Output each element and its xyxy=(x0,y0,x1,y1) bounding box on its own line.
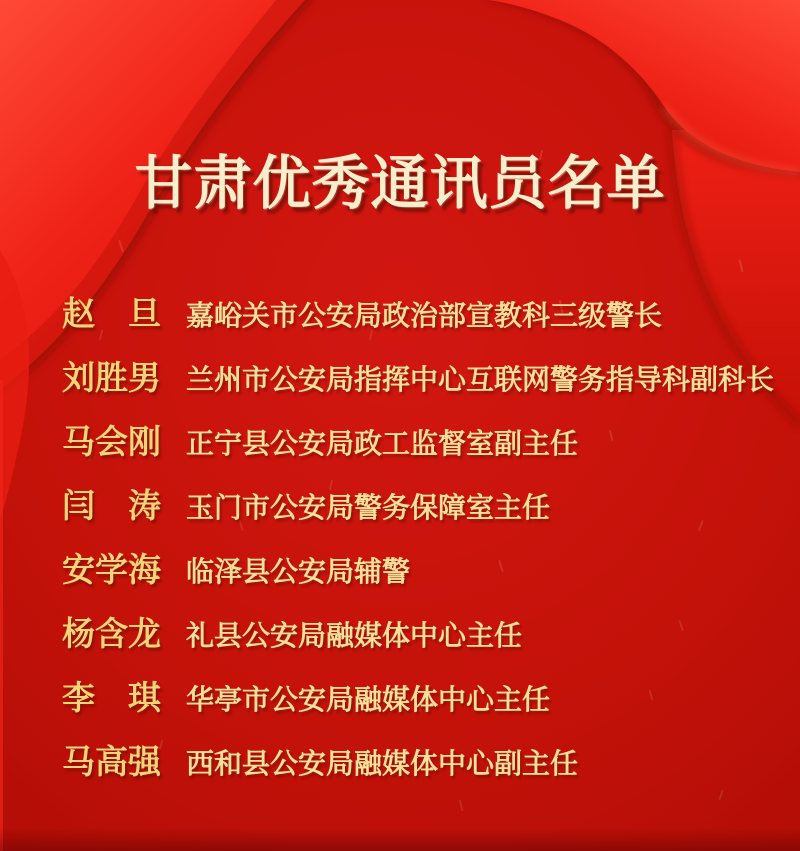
person-name: 杨含龙 xyxy=(62,617,161,653)
person-role: 正宁县公安局政工监督室副主任 xyxy=(186,429,579,460)
person-name: 刘胜男 xyxy=(62,361,161,397)
person-role: 兰州市公安局指挥中心互联网警务指导科副科长 xyxy=(186,365,775,396)
person-role: 临泽县公安局辅警 xyxy=(186,557,411,588)
person-role: 西和县公安局融媒体中心副主任 xyxy=(186,749,579,780)
person-name: 安学海 xyxy=(62,553,161,589)
list-item xyxy=(62,608,780,672)
person-name: 马高强 xyxy=(62,745,161,781)
person-name: 赵 旦 xyxy=(62,297,161,333)
list-item xyxy=(62,352,780,416)
list-item xyxy=(62,416,780,480)
list-item xyxy=(62,736,780,800)
person-name: 马会刚 xyxy=(62,425,161,461)
person-role: 华亭市公安局融媒体中心主任 xyxy=(186,685,551,716)
person-role: 玉门市公安局警务保障室主任 xyxy=(186,493,551,524)
person-name: 李 琪 xyxy=(62,681,161,717)
list-item xyxy=(62,544,780,608)
honoree-list xyxy=(62,288,780,800)
list-item xyxy=(62,672,780,736)
page-title: 甘肃优秀通讯员名单 xyxy=(134,151,666,216)
person-role: 嘉峪关市公安局政治部宣教科三级警长 xyxy=(186,301,663,332)
person-name: 闫 涛 xyxy=(62,489,161,525)
list-item xyxy=(62,288,780,352)
list-item xyxy=(62,480,780,544)
person-role: 礼县公安局融媒体中心主任 xyxy=(186,621,523,652)
